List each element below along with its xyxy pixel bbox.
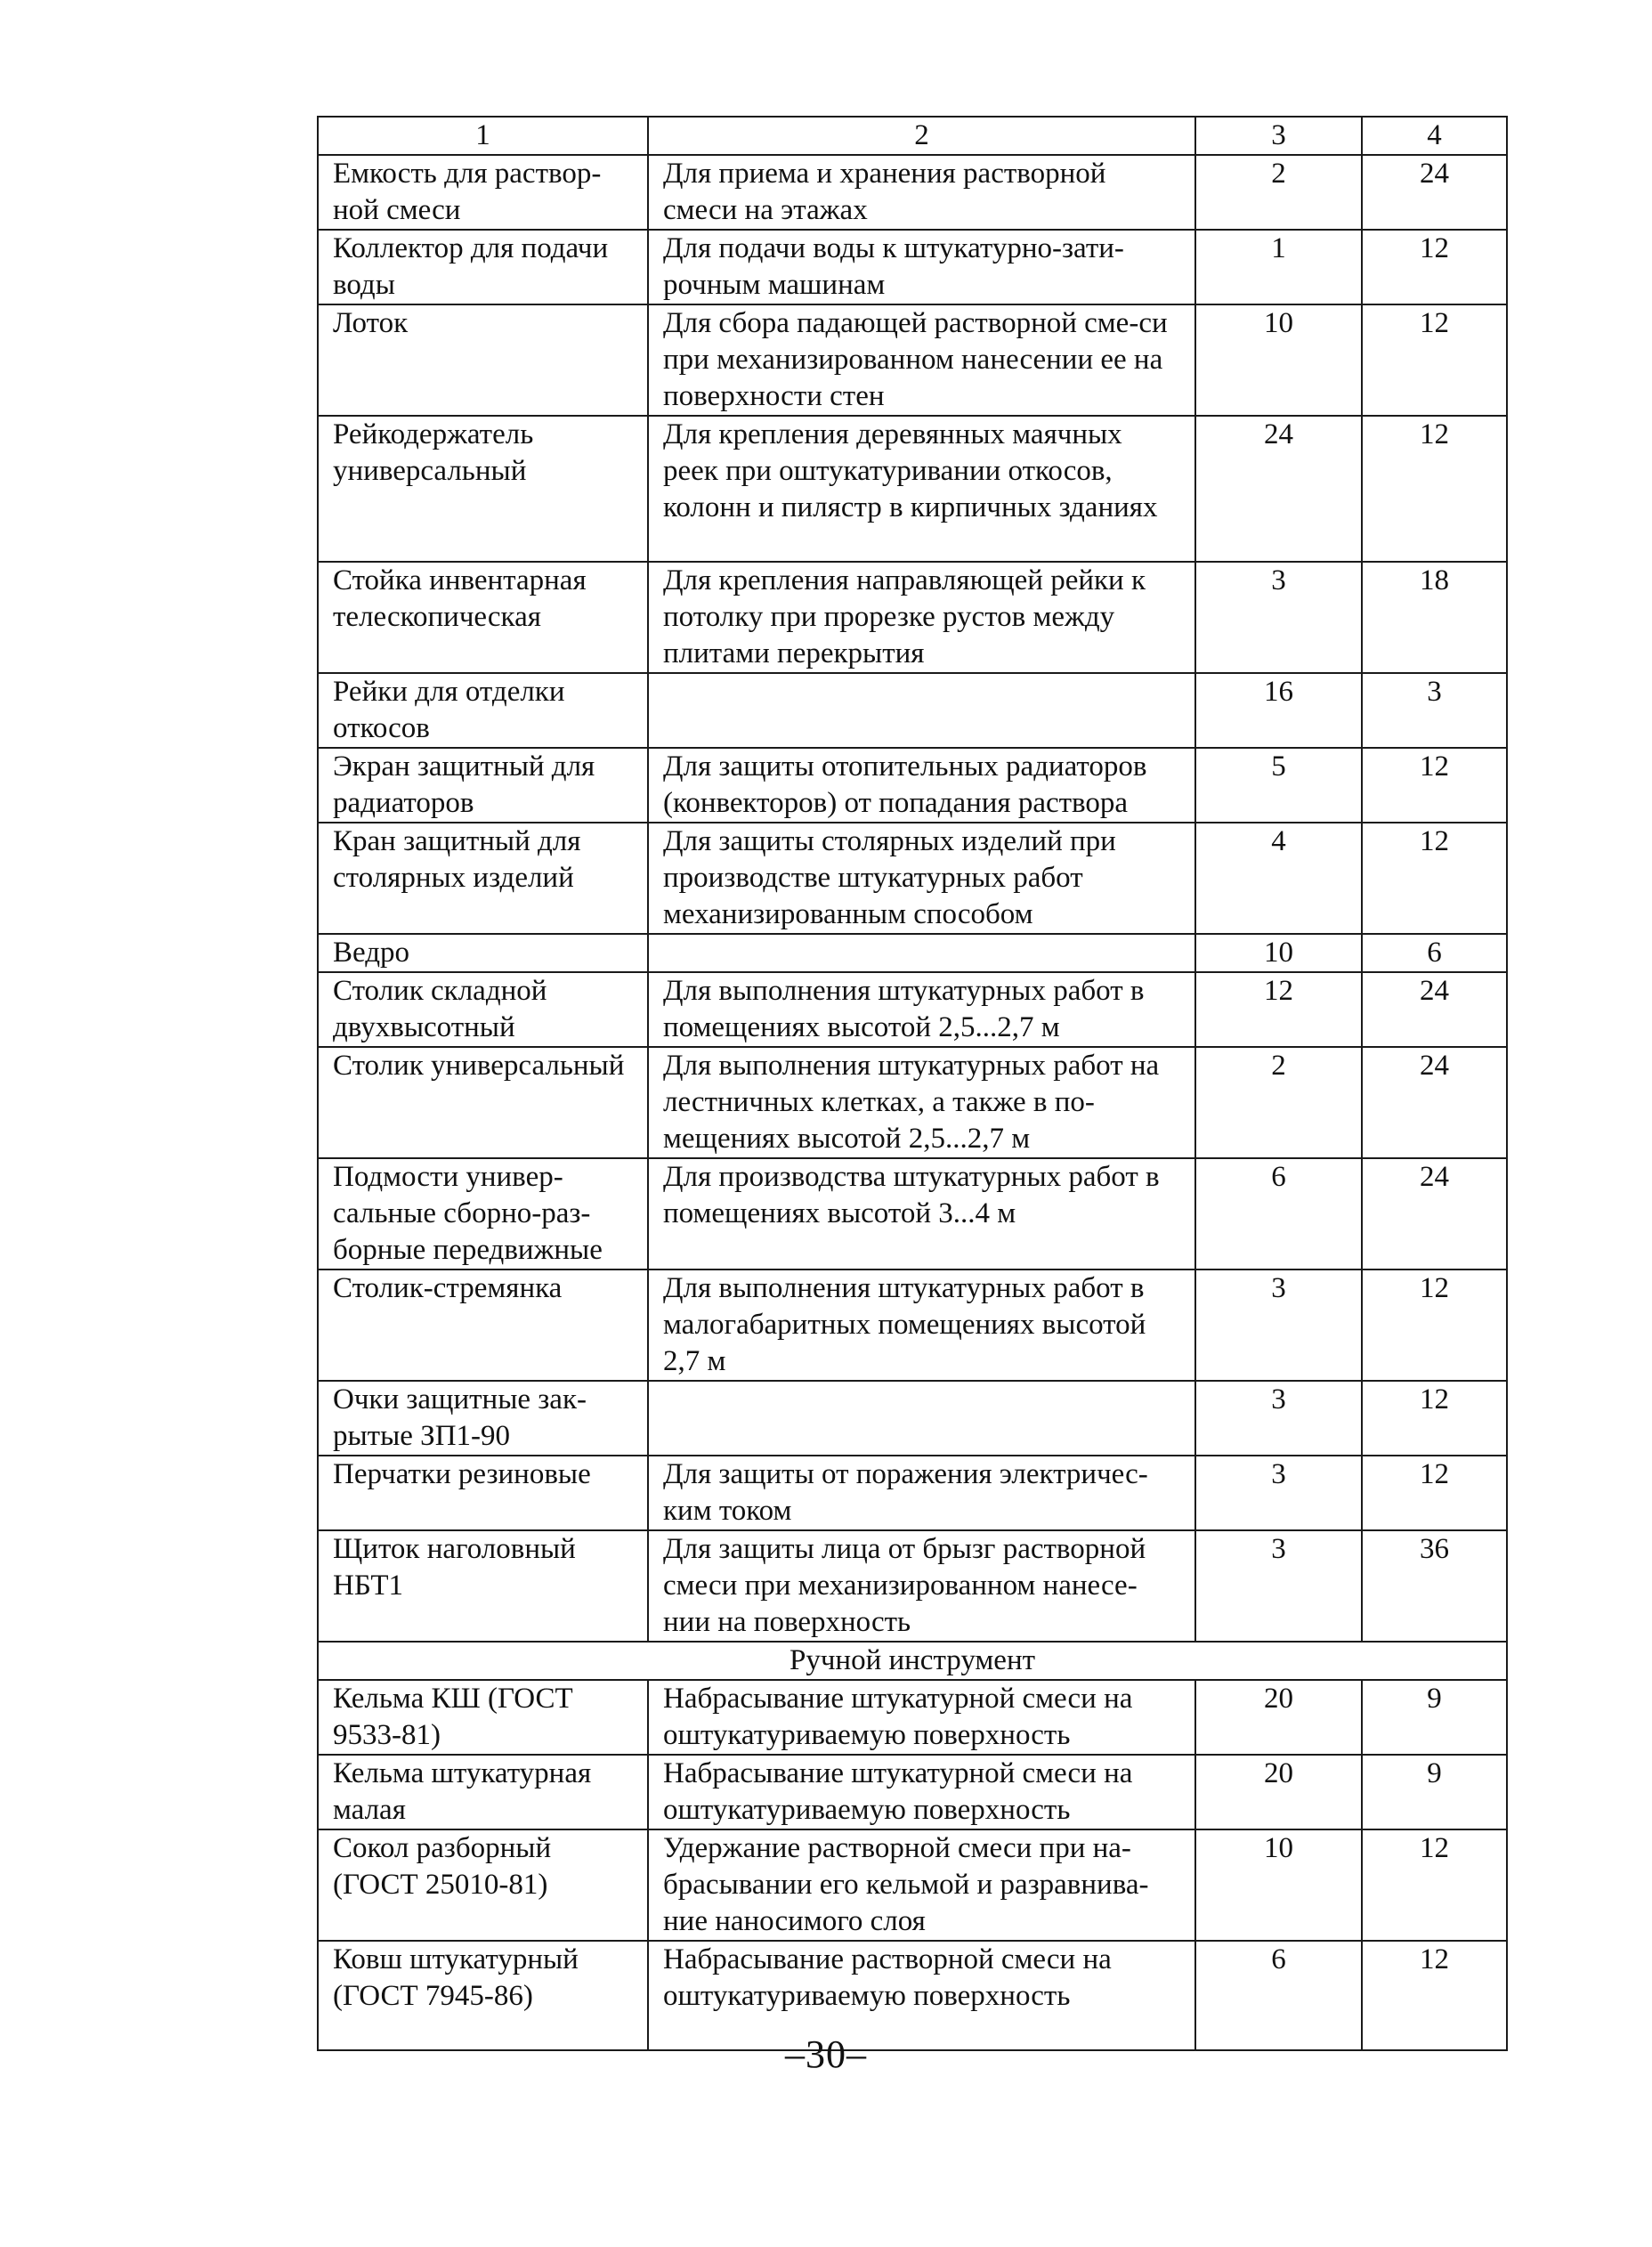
item-qty: 5: [1195, 748, 1362, 823]
item-name: Лоток: [318, 304, 648, 416]
item-qty: 4: [1195, 823, 1362, 934]
item-purpose: Для выполнения штукатурных работ в малогабаритных помещениях высотой 2,7 м: [648, 1270, 1195, 1381]
item-purpose: Для защиты отопительных радиаторов (конвекторов) от попадания раствора: [648, 748, 1195, 823]
item-purpose: Для выполнения штукатурных работ в помещениях высотой 2,5...2,7 м: [648, 972, 1195, 1047]
item-qty: 24: [1195, 416, 1362, 562]
item-qty: 16: [1195, 673, 1362, 748]
item-term: 36: [1362, 1530, 1507, 1642]
item-term: 3: [1362, 673, 1507, 748]
item-name: Стойка инвентарная телескопическая: [318, 562, 648, 673]
item-name: Ковш штукатурный (ГОСТ 7945-86): [318, 1941, 648, 2050]
table-row: [318, 1158, 1507, 1270]
header-col-4: 4: [1362, 117, 1507, 155]
item-qty: 10: [1195, 1829, 1362, 1941]
item-purpose: [648, 934, 1195, 972]
item-purpose: Для подачи воды к штукатурно-зати-рочным машинам: [648, 230, 1195, 304]
table-row: [318, 562, 1507, 673]
table-body: [318, 155, 1507, 2050]
header-col-1: 1: [318, 117, 648, 155]
item-purpose: Набрасывание штукатурной смеси на оштукатуриваемую поверхность: [648, 1755, 1195, 1829]
item-name: Емкость для раствор-ной смеси: [318, 155, 648, 230]
item-name: Кран защитный для столярных изделий: [318, 823, 648, 934]
item-name: Столик универсальный: [318, 1047, 648, 1158]
table-row: [318, 1270, 1507, 1381]
table-row: [318, 1456, 1507, 1530]
item-name: Столик-стремянка: [318, 1270, 648, 1381]
item-term: 12: [1362, 416, 1507, 562]
item-qty: 10: [1195, 304, 1362, 416]
item-name: Экран защитный для радиаторов: [318, 748, 648, 823]
item-name: Сокол разборный (ГОСТ 25010-81): [318, 1829, 648, 1941]
header-row: [318, 117, 1507, 155]
item-purpose: Для защиты столярных изделий при производстве штукатурных работ механизированным способом: [648, 823, 1195, 934]
item-name: Очки защитные зак-рытые ЗП1-90: [318, 1381, 648, 1456]
item-term: 12: [1362, 1270, 1507, 1381]
item-term: 24: [1362, 1158, 1507, 1270]
item-qty: 3: [1195, 1530, 1362, 1642]
item-name: Щиток наголовный НБТ1: [318, 1530, 648, 1642]
item-name: Рейкодержатель универсальный: [318, 416, 648, 562]
item-name: Рейки для отделки откосов: [318, 673, 648, 748]
item-qty: 3: [1195, 1456, 1362, 1530]
item-term: 12: [1362, 823, 1507, 934]
item-term: 12: [1362, 1381, 1507, 1456]
item-qty: 6: [1195, 1941, 1362, 2050]
table-row: [318, 1530, 1507, 1642]
item-qty: 3: [1195, 562, 1362, 673]
item-purpose: Для защиты лица от брызг растворной смеси при механизированном нанесе-нии на поверхность: [648, 1530, 1195, 1642]
item-qty: 6: [1195, 1158, 1362, 1270]
item-purpose: Для сбора падающей растворной сме-си при механизированном нанесении ее на поверхности стен: [648, 304, 1195, 416]
item-qty: 20: [1195, 1680, 1362, 1755]
item-purpose: Набрасывание растворной смеси на оштукатуриваемую поверхность: [648, 1941, 1195, 2050]
table-row: [318, 304, 1507, 416]
table-row: [318, 748, 1507, 823]
table-row: [318, 155, 1507, 230]
item-purpose: Для крепления направляющей рейки к потолку при прорезке рустов между плитами перекрытия: [648, 562, 1195, 673]
header-col-3: 3: [1195, 117, 1362, 155]
section-row: [318, 1642, 1507, 1680]
item-term: 24: [1362, 155, 1507, 230]
item-term: 12: [1362, 304, 1507, 416]
item-qty: 10: [1195, 934, 1362, 972]
item-term: 12: [1362, 1829, 1507, 1941]
item-qty: 2: [1195, 1047, 1362, 1158]
item-term: 12: [1362, 1456, 1507, 1530]
item-qty: 3: [1195, 1270, 1362, 1381]
item-purpose: Набрасывание штукатурной смеси на оштукатуриваемую поверхность: [648, 1680, 1195, 1755]
item-qty: 12: [1195, 972, 1362, 1047]
item-qty: 3: [1195, 1381, 1362, 1456]
table-row: [318, 1755, 1507, 1829]
table-row: [318, 416, 1507, 562]
item-term: 18: [1362, 562, 1507, 673]
equipment-table: [317, 116, 1508, 2051]
item-term: 24: [1362, 1047, 1507, 1158]
item-purpose: Для приема и хранения растворной смеси на этажах: [648, 155, 1195, 230]
table-row: [318, 673, 1507, 748]
item-purpose: Удержание растворной смеси при на-брасывании его кельмой и разравнива-ние наносимого слоя: [648, 1829, 1195, 1941]
item-name: Столик складной двухвысотный: [318, 972, 648, 1047]
item-name: Коллектор для подачи воды: [318, 230, 648, 304]
item-term: 24: [1362, 972, 1507, 1047]
item-purpose: [648, 1381, 1195, 1456]
table-row: [318, 1047, 1507, 1158]
table-row: [318, 1680, 1507, 1755]
header-col-2: 2: [648, 117, 1195, 155]
item-term: 6: [1362, 934, 1507, 972]
item-term: 12: [1362, 1941, 1507, 2050]
table-row: [318, 823, 1507, 934]
item-term: 9: [1362, 1755, 1507, 1829]
item-term: 12: [1362, 230, 1507, 304]
item-name: Кельма штукатурная малая: [318, 1755, 648, 1829]
item-name: Ведро: [318, 934, 648, 972]
item-purpose: Для крепления деревянных маячных реек при оштукатуривании откосов, колонн и пилястр в кирпичных зданиях: [648, 416, 1195, 562]
item-name: Подмости универ-сальные сборно-раз-борные передвижные: [318, 1158, 648, 1270]
section-title-hand-tools: Ручной инструмент: [318, 1642, 1507, 1680]
item-qty: 20: [1195, 1755, 1362, 1829]
item-purpose: [648, 673, 1195, 748]
item-name: Перчатки резиновые: [318, 1456, 648, 1530]
table-row: [318, 1829, 1507, 1941]
item-purpose: Для выполнения штукатурных работ на лестничных клетках, а также в по-мещениях высотой 2,5...2,7 м: [648, 1047, 1195, 1158]
item-term: 12: [1362, 748, 1507, 823]
table-row: [318, 934, 1507, 972]
item-term: 9: [1362, 1680, 1507, 1755]
page-number: –30–: [785, 2032, 867, 2076]
item-qty: 1: [1195, 230, 1362, 304]
item-qty: 2: [1195, 155, 1362, 230]
table-row: [318, 972, 1507, 1047]
item-purpose: Для производства штукатурных работ в помещениях высотой 3...4 м: [648, 1158, 1195, 1270]
item-purpose: Для защиты от поражения электричес-ким током: [648, 1456, 1195, 1530]
table-header: [318, 117, 1507, 155]
table-row: [318, 1381, 1507, 1456]
table-row: [318, 230, 1507, 304]
item-name: Кельма КШ (ГОСТ 9533-81): [318, 1680, 648, 1755]
